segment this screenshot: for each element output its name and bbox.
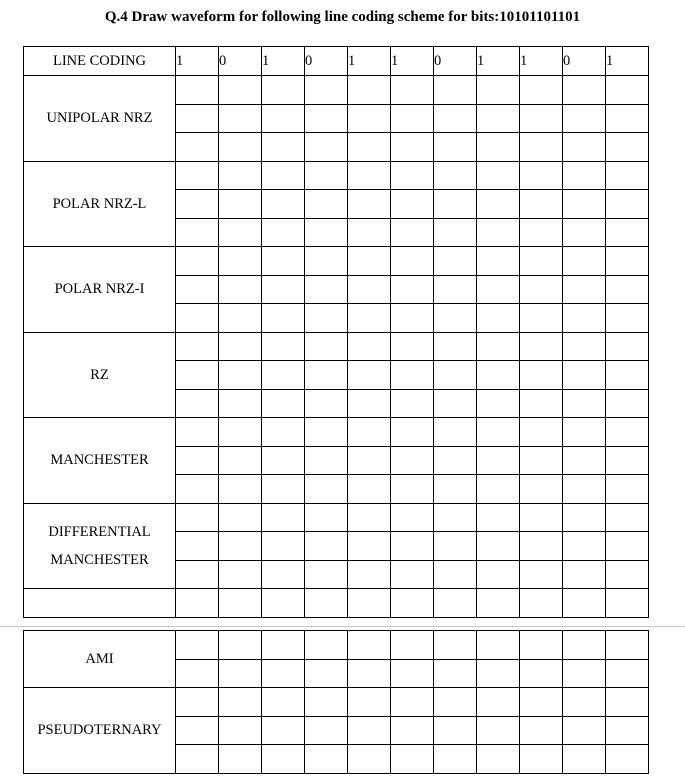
waveform-cell bbox=[176, 104, 219, 133]
waveform-cell bbox=[176, 275, 219, 304]
scheme-label-rz: RZ bbox=[24, 332, 176, 418]
waveform-cell bbox=[348, 589, 391, 618]
waveform-cell bbox=[477, 446, 520, 475]
waveform-cell bbox=[262, 589, 305, 618]
bit-header-7: 1 bbox=[477, 47, 520, 76]
waveform-cell bbox=[305, 688, 348, 717]
waveform-cell bbox=[348, 560, 391, 589]
bit-header-9: 0 bbox=[563, 47, 606, 76]
waveform-cell bbox=[477, 503, 520, 532]
waveform-cell bbox=[520, 247, 563, 276]
waveform-cell bbox=[563, 688, 606, 717]
waveform-cell bbox=[262, 190, 305, 219]
waveform-cell bbox=[305, 361, 348, 390]
line-coding-table-continued bbox=[23, 630, 649, 774]
waveform-cell bbox=[434, 161, 477, 190]
scheme-label-manchester: MANCHESTER bbox=[24, 418, 176, 504]
waveform-cell bbox=[219, 446, 262, 475]
waveform-cell bbox=[563, 133, 606, 162]
waveform-cell bbox=[606, 304, 649, 333]
waveform-cell bbox=[348, 161, 391, 190]
empty-row bbox=[24, 589, 649, 618]
waveform-cell bbox=[520, 133, 563, 162]
waveform-cell bbox=[434, 190, 477, 219]
waveform-cell bbox=[305, 446, 348, 475]
waveform-cell bbox=[520, 745, 563, 774]
waveform-cell bbox=[305, 218, 348, 247]
waveform-cell bbox=[391, 332, 434, 361]
waveform-cell bbox=[262, 275, 305, 304]
waveform-cell bbox=[434, 532, 477, 561]
waveform-cell bbox=[262, 631, 305, 660]
scheme-label-unipolar-nrz: UNIPOLAR NRZ bbox=[24, 76, 176, 162]
waveform-cell bbox=[262, 475, 305, 504]
bit-header-8: 1 bbox=[520, 47, 563, 76]
waveform-cell bbox=[477, 631, 520, 660]
header-line-coding: LINE CODING bbox=[24, 47, 176, 76]
waveform-cell bbox=[176, 161, 219, 190]
waveform-cell bbox=[262, 716, 305, 745]
waveform-cell bbox=[434, 389, 477, 418]
waveform-cell bbox=[391, 218, 434, 247]
scheme-row bbox=[24, 631, 649, 660]
waveform-cell bbox=[262, 446, 305, 475]
waveform-cell bbox=[434, 304, 477, 333]
bit-header-2: 1 bbox=[262, 47, 305, 76]
waveform-cell bbox=[606, 532, 649, 561]
waveform-cell bbox=[563, 589, 606, 618]
waveform-cell bbox=[606, 503, 649, 532]
waveform-cell bbox=[262, 532, 305, 561]
waveform-cell bbox=[305, 560, 348, 589]
waveform-cell bbox=[348, 446, 391, 475]
waveform-cell bbox=[477, 332, 520, 361]
waveform-cell bbox=[520, 361, 563, 390]
scheme-row bbox=[24, 418, 649, 447]
waveform-cell bbox=[262, 503, 305, 532]
waveform-cell bbox=[219, 76, 262, 105]
waveform-cell bbox=[434, 716, 477, 745]
waveform-cell bbox=[563, 503, 606, 532]
waveform-cell bbox=[176, 304, 219, 333]
waveform-cell bbox=[305, 716, 348, 745]
bit-header-10: 1 bbox=[606, 47, 649, 76]
waveform-cell bbox=[176, 560, 219, 589]
waveform-cell bbox=[391, 104, 434, 133]
waveform-cell bbox=[305, 247, 348, 276]
waveform-cell bbox=[563, 631, 606, 660]
waveform-cell bbox=[434, 745, 477, 774]
waveform-cell bbox=[262, 560, 305, 589]
waveform-cell bbox=[391, 532, 434, 561]
waveform-cell bbox=[305, 190, 348, 219]
waveform-cell bbox=[348, 532, 391, 561]
waveform-cell bbox=[606, 589, 649, 618]
waveform-cell bbox=[563, 389, 606, 418]
waveform-cell bbox=[434, 688, 477, 717]
waveform-cell bbox=[606, 361, 649, 390]
waveform-cell bbox=[477, 475, 520, 504]
waveform-cell bbox=[606, 418, 649, 447]
waveform-cell bbox=[477, 361, 520, 390]
bit-header-1: 0 bbox=[219, 47, 262, 76]
waveform-cell bbox=[391, 560, 434, 589]
waveform-cell bbox=[262, 304, 305, 333]
bit-header-3: 0 bbox=[305, 47, 348, 76]
waveform-cell bbox=[219, 589, 262, 618]
waveform-cell bbox=[219, 503, 262, 532]
waveform-cell bbox=[520, 560, 563, 589]
bit-header-0: 1 bbox=[176, 47, 219, 76]
waveform-cell bbox=[219, 560, 262, 589]
waveform-cell bbox=[606, 659, 649, 688]
waveform-cell bbox=[262, 218, 305, 247]
waveform-cell bbox=[305, 133, 348, 162]
waveform-cell bbox=[434, 133, 477, 162]
waveform-cell bbox=[606, 133, 649, 162]
waveform-cell bbox=[348, 104, 391, 133]
waveform-cell bbox=[434, 218, 477, 247]
waveform-cell bbox=[305, 275, 348, 304]
scheme-row bbox=[24, 247, 649, 276]
bit-header-4: 1 bbox=[348, 47, 391, 76]
waveform-cell bbox=[434, 659, 477, 688]
waveform-cell bbox=[262, 659, 305, 688]
waveform-cell bbox=[477, 560, 520, 589]
waveform-cell bbox=[477, 532, 520, 561]
waveform-cell bbox=[520, 688, 563, 717]
waveform-cell bbox=[434, 418, 477, 447]
waveform-cell bbox=[219, 304, 262, 333]
waveform-cell bbox=[434, 275, 477, 304]
waveform-cell bbox=[563, 190, 606, 219]
waveform-cell bbox=[520, 503, 563, 532]
waveform-cell bbox=[477, 190, 520, 219]
waveform-cell bbox=[606, 190, 649, 219]
waveform-cell bbox=[391, 389, 434, 418]
waveform-cell bbox=[348, 631, 391, 660]
waveform-cell bbox=[305, 418, 348, 447]
waveform-cell bbox=[477, 76, 520, 105]
waveform-cell bbox=[176, 418, 219, 447]
waveform-cell bbox=[348, 716, 391, 745]
page-break bbox=[0, 626, 685, 627]
waveform-cell bbox=[176, 745, 219, 774]
waveform-cell bbox=[348, 247, 391, 276]
waveform-cell bbox=[305, 332, 348, 361]
waveform-cell bbox=[477, 275, 520, 304]
waveform-cell bbox=[520, 275, 563, 304]
waveform-cell bbox=[348, 190, 391, 219]
question-title: Q.4 Draw waveform for following line coding scheme for bits:10101101101 bbox=[104, 9, 581, 25]
waveform-cell bbox=[391, 446, 434, 475]
waveform-cell bbox=[305, 745, 348, 774]
waveform-cell bbox=[262, 76, 305, 105]
waveform-cell bbox=[348, 133, 391, 162]
waveform-cell bbox=[606, 745, 649, 774]
waveform-cell bbox=[219, 716, 262, 745]
waveform-cell bbox=[434, 503, 477, 532]
waveform-cell bbox=[477, 218, 520, 247]
waveform-cell bbox=[563, 218, 606, 247]
waveform-cell bbox=[348, 503, 391, 532]
waveform-cell bbox=[563, 532, 606, 561]
waveform-cell bbox=[262, 418, 305, 447]
waveform-cell bbox=[563, 745, 606, 774]
waveform-cell bbox=[434, 104, 477, 133]
waveform-cell bbox=[219, 631, 262, 660]
waveform-cell bbox=[262, 389, 305, 418]
waveform-cell bbox=[176, 76, 219, 105]
scheme-row bbox=[24, 688, 649, 717]
waveform-cell bbox=[219, 133, 262, 162]
waveform-cell bbox=[606, 560, 649, 589]
waveform-cell bbox=[262, 247, 305, 276]
waveform-cell bbox=[348, 389, 391, 418]
waveform-cell bbox=[391, 475, 434, 504]
waveform-cell bbox=[305, 161, 348, 190]
waveform-cell bbox=[176, 247, 219, 276]
waveform-cell bbox=[563, 659, 606, 688]
waveform-cell bbox=[391, 133, 434, 162]
waveform-cell bbox=[520, 218, 563, 247]
waveform-cell bbox=[606, 218, 649, 247]
waveform-cell bbox=[520, 532, 563, 561]
waveform-cell bbox=[219, 688, 262, 717]
waveform-cell bbox=[219, 190, 262, 219]
scheme-row bbox=[24, 332, 649, 361]
waveform-cell bbox=[477, 418, 520, 447]
waveform-cell bbox=[391, 503, 434, 532]
waveform-cell bbox=[219, 659, 262, 688]
waveform-cell bbox=[434, 589, 477, 618]
waveform-cell bbox=[219, 104, 262, 133]
waveform-cell bbox=[262, 361, 305, 390]
waveform-cell bbox=[219, 218, 262, 247]
waveform-cell bbox=[176, 716, 219, 745]
waveform-cell bbox=[176, 631, 219, 660]
bit-header-6: 0 bbox=[434, 47, 477, 76]
bit-header-5: 1 bbox=[391, 47, 434, 76]
waveform-cell bbox=[520, 389, 563, 418]
waveform-cell bbox=[305, 503, 348, 532]
waveform-cell bbox=[520, 446, 563, 475]
waveform-cell bbox=[434, 361, 477, 390]
waveform-cell bbox=[305, 631, 348, 660]
waveform-cell bbox=[219, 161, 262, 190]
waveform-cell bbox=[520, 659, 563, 688]
waveform-cell bbox=[348, 304, 391, 333]
waveform-cell bbox=[563, 361, 606, 390]
waveform-cell bbox=[176, 688, 219, 717]
waveform-cell bbox=[563, 247, 606, 276]
waveform-cell bbox=[477, 589, 520, 618]
waveform-cell bbox=[305, 304, 348, 333]
waveform-cell bbox=[563, 275, 606, 304]
line-coding-table bbox=[23, 46, 649, 618]
waveform-cell bbox=[176, 659, 219, 688]
waveform-cell bbox=[262, 688, 305, 717]
waveform-cell bbox=[176, 532, 219, 561]
scheme-row bbox=[24, 76, 649, 105]
waveform-cell bbox=[219, 247, 262, 276]
waveform-cell bbox=[606, 475, 649, 504]
waveform-cell bbox=[348, 361, 391, 390]
waveform-cell bbox=[391, 361, 434, 390]
waveform-cell bbox=[520, 104, 563, 133]
waveform-cell bbox=[434, 76, 477, 105]
header-row bbox=[24, 47, 649, 76]
waveform-cell bbox=[520, 631, 563, 660]
waveform-cell bbox=[176, 361, 219, 390]
waveform-cell bbox=[434, 446, 477, 475]
waveform-cell bbox=[262, 104, 305, 133]
waveform-cell bbox=[305, 475, 348, 504]
waveform-cell bbox=[520, 332, 563, 361]
waveform-cell bbox=[391, 631, 434, 660]
waveform-cell bbox=[477, 133, 520, 162]
waveform-cell bbox=[606, 631, 649, 660]
waveform-cell bbox=[520, 304, 563, 333]
waveform-cell bbox=[434, 332, 477, 361]
waveform-cell bbox=[305, 532, 348, 561]
waveform-cell bbox=[563, 446, 606, 475]
waveform-cell bbox=[391, 304, 434, 333]
waveform-cell bbox=[219, 389, 262, 418]
waveform-cell bbox=[219, 418, 262, 447]
waveform-cell bbox=[348, 275, 391, 304]
waveform-cell bbox=[176, 475, 219, 504]
waveform-cell bbox=[477, 304, 520, 333]
waveform-cell bbox=[606, 247, 649, 276]
waveform-cell bbox=[305, 589, 348, 618]
waveform-cell bbox=[477, 247, 520, 276]
waveform-cell bbox=[434, 247, 477, 276]
waveform-cell bbox=[219, 475, 262, 504]
waveform-cell bbox=[477, 716, 520, 745]
waveform-cell bbox=[262, 161, 305, 190]
waveform-cell bbox=[477, 745, 520, 774]
waveform-cell bbox=[391, 275, 434, 304]
waveform-cell bbox=[606, 389, 649, 418]
waveform-cell bbox=[563, 418, 606, 447]
waveform-cell bbox=[348, 745, 391, 774]
scheme-row bbox=[24, 161, 649, 190]
waveform-cell bbox=[391, 716, 434, 745]
waveform-cell bbox=[262, 133, 305, 162]
waveform-cell bbox=[219, 332, 262, 361]
waveform-cell bbox=[176, 133, 219, 162]
waveform-cell bbox=[520, 475, 563, 504]
scheme-label-ami: AMI bbox=[24, 631, 176, 688]
waveform-cell bbox=[563, 560, 606, 589]
empty-label-cell bbox=[24, 589, 176, 618]
waveform-cell bbox=[520, 190, 563, 219]
waveform-cell bbox=[305, 104, 348, 133]
scheme-label-polar-nrz-i: POLAR NRZ-I bbox=[24, 247, 176, 333]
waveform-cell bbox=[563, 332, 606, 361]
waveform-cell bbox=[391, 589, 434, 618]
waveform-cell bbox=[606, 275, 649, 304]
waveform-cell bbox=[477, 104, 520, 133]
waveform-cell bbox=[477, 659, 520, 688]
waveform-cell bbox=[391, 745, 434, 774]
waveform-cell bbox=[477, 688, 520, 717]
waveform-cell bbox=[348, 218, 391, 247]
waveform-cell bbox=[176, 446, 219, 475]
waveform-cell bbox=[305, 76, 348, 105]
waveform-cell bbox=[520, 716, 563, 745]
waveform-cell bbox=[563, 304, 606, 333]
waveform-cell bbox=[477, 161, 520, 190]
waveform-cell bbox=[606, 104, 649, 133]
waveform-cell bbox=[219, 745, 262, 774]
waveform-cell bbox=[176, 190, 219, 219]
scheme-row bbox=[24, 503, 649, 532]
waveform-cell bbox=[434, 475, 477, 504]
waveform-cell bbox=[262, 745, 305, 774]
waveform-cell bbox=[305, 659, 348, 688]
waveform-cell bbox=[176, 589, 219, 618]
waveform-cell bbox=[391, 190, 434, 219]
scheme-label-polar-nrz-l: POLAR NRZ-L bbox=[24, 161, 176, 247]
waveform-cell bbox=[477, 389, 520, 418]
waveform-cell bbox=[606, 76, 649, 105]
waveform-cell bbox=[348, 418, 391, 447]
waveform-cell bbox=[606, 161, 649, 190]
waveform-cell bbox=[563, 716, 606, 745]
waveform-cell bbox=[176, 218, 219, 247]
waveform-cell bbox=[520, 161, 563, 190]
waveform-cell bbox=[219, 275, 262, 304]
waveform-cell bbox=[391, 418, 434, 447]
waveform-cell bbox=[606, 688, 649, 717]
waveform-cell bbox=[606, 332, 649, 361]
waveform-cell bbox=[348, 688, 391, 717]
waveform-cell bbox=[219, 361, 262, 390]
waveform-cell bbox=[176, 389, 219, 418]
waveform-cell bbox=[348, 659, 391, 688]
waveform-cell bbox=[305, 389, 348, 418]
waveform-cell bbox=[520, 589, 563, 618]
waveform-cell bbox=[348, 332, 391, 361]
waveform-cell bbox=[606, 716, 649, 745]
waveform-cell bbox=[391, 76, 434, 105]
waveform-cell bbox=[262, 332, 305, 361]
waveform-cell bbox=[176, 332, 219, 361]
scheme-label-pseudoternary: PSEUDOTERNARY bbox=[24, 688, 176, 774]
waveform-cell bbox=[434, 631, 477, 660]
waveform-cell bbox=[391, 659, 434, 688]
scheme-label-differential-manchester: DIFFERENTIAL MANCHESTER bbox=[24, 503, 176, 589]
waveform-cell bbox=[348, 475, 391, 504]
waveform-cell bbox=[606, 446, 649, 475]
waveform-cell bbox=[176, 503, 219, 532]
waveform-cell bbox=[520, 76, 563, 105]
waveform-cell bbox=[563, 104, 606, 133]
waveform-cell bbox=[391, 688, 434, 717]
waveform-cell bbox=[219, 532, 262, 561]
waveform-cell bbox=[391, 247, 434, 276]
waveform-cell bbox=[563, 161, 606, 190]
waveform-cell bbox=[520, 418, 563, 447]
waveform-cell bbox=[563, 76, 606, 105]
waveform-cell bbox=[348, 76, 391, 105]
waveform-cell bbox=[391, 161, 434, 190]
waveform-cell bbox=[563, 475, 606, 504]
waveform-cell bbox=[434, 560, 477, 589]
